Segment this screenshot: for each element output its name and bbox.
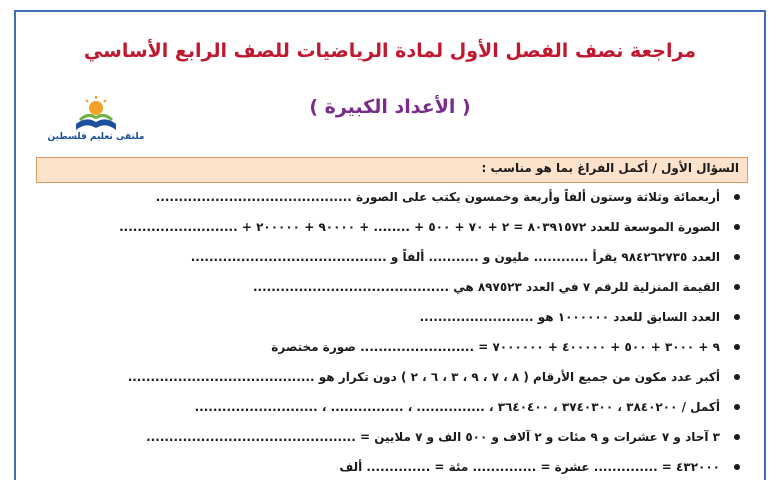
item-text: أربعمائة وثلاثة وستون ألفاً وأربعة وخمسون يكتب على الصورة ........................................... [155,190,720,204]
item-text: الصورة الموسعة للعدد ٨٠٣٩١٥٧٢ = ٢ + ٧٠ + ٥٠٠ + ........ + ٩٠٠٠٠ + ٢٠٠٠٠٠ + .......................... [119,220,720,234]
bullet-icon [734,224,740,230]
bullet-icon [734,194,740,200]
list-item [36,212,748,242]
list-item [36,362,748,392]
bullet-icon [734,434,740,440]
item-text: أكمل / ٣٨٤٠٢٠٠ ، ٣٧٤٠٣٠٠ ، ٣٦٤٠٤٠٠ ، ............... ، ................ ، ........................... [194,400,720,414]
list-item [36,452,748,482]
item-text: العدد ٩٨٤٢٦٢٧٣٥ يقرأ ............ مليون و ........... ألفاً و ........................................... [190,250,720,264]
item-text: ٣ آحاد و ٧ عشرات و ٩ مئات و ٢ آلاف و ٥٠٠ الف و ٧ ملايين = .............................................. [146,430,720,444]
item-text: أكبر عدد مكون من جميع الأرقام ( ٨ ، ٧ ، ٩ ، ٣ ، ٦ ، ٢ ) دون تكرار هو ......................................... [127,370,720,384]
list-item [36,242,748,272]
list-item [36,182,748,212]
open-book-sunrise-logo-icon [66,94,126,134]
list-item [36,332,748,362]
bullet-icon [734,374,740,380]
list-item [36,422,748,452]
bullet-icon [734,344,740,350]
page-subtitle: ( الأعداد الكبيرة ) [309,96,471,118]
question-list [36,182,748,482]
logo-text: ملتقى تعليم فلسطين [47,132,145,142]
item-text: ٩ + ٣٠٠٠ + ٥٠٠ + ٤٠٠٠٠٠ + ٧٠٠٠٠٠٠ = ......................... صورة مختصرة [271,340,720,354]
logo [36,94,156,154]
page-frame [14,10,766,480]
bullet-icon [734,464,740,470]
list-item [36,392,748,422]
item-text: ٤٣٢٠٠٠ = .............. عشرة = .............. مئة = .............. ألف [339,460,720,474]
bullet-icon [734,254,740,260]
item-text: القيمة المنزلية للرقم ٧ في العدد ٨٩٧٥٢٣ هي ........................................... [253,280,720,294]
item-text: العدد السابق للعدد ١٠٠٠٠٠٠ هو ......................... [419,310,720,324]
list-item [36,272,748,302]
question-header: السؤال الأول / أكمل الفراغ بما هو مناسب : [36,157,748,183]
bullet-icon [734,284,740,290]
bullet-icon [734,404,740,410]
list-item [36,302,748,332]
bullet-icon [734,314,740,320]
page-title: مراجعة نصف الفصل الأول لمادة الرياضيات للصف الرابع الأساسي [83,40,697,62]
